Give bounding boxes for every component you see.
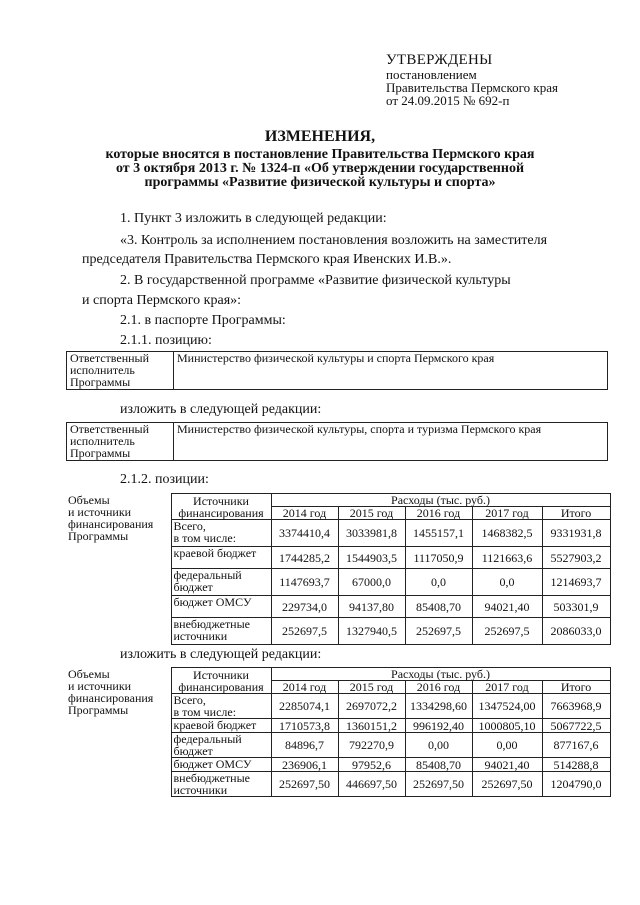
label-line: федеральный xyxy=(173,568,242,582)
approval-line: Правительства Пермского края xyxy=(386,80,558,95)
cell: 0,0 xyxy=(405,569,472,596)
label-line: в том числе: xyxy=(173,531,237,545)
cell: 85408,70 xyxy=(405,758,472,772)
paragraph-3a: 2. В государственной программе «Развитие физической культуры xyxy=(120,273,511,288)
label-line: внебюджетные xyxy=(173,771,250,785)
header-line: финансирования xyxy=(178,505,264,520)
cell: 1214693,7 xyxy=(542,569,610,596)
financing-label xyxy=(66,494,171,645)
row-label-federal xyxy=(171,733,271,758)
label-line: исполнитель xyxy=(70,363,135,377)
label-line: Ответственный xyxy=(70,422,150,436)
cell: 1744285,2 xyxy=(271,547,338,569)
expenses-header: Расходы (тыс. руб.) xyxy=(271,668,610,681)
cell: 94021,40 xyxy=(472,596,542,618)
label-line: Программы xyxy=(70,446,131,460)
cell: 1327940,5 xyxy=(338,618,405,645)
label-line: внебюджетные xyxy=(173,617,250,631)
cell: 3033981,8 xyxy=(338,520,405,547)
paragraph-4: 2.1. в паспорте Программы: xyxy=(120,313,286,328)
paragraph-3b: и спорта Пермского края»: xyxy=(82,293,242,308)
row-label-regional: краевой бюджет xyxy=(171,547,271,569)
paragraph-5: 2.1.1. позицию: xyxy=(120,333,212,348)
label-line: Объемы xyxy=(68,666,110,681)
cell: 1544903,5 xyxy=(338,547,405,569)
position-table-old xyxy=(66,351,608,390)
label-line: и источники xyxy=(68,678,132,693)
position-value: Министерство физической культуры и спорта Пермского края xyxy=(174,352,608,390)
financing-label xyxy=(66,668,171,797)
label-line: федеральный xyxy=(173,732,242,746)
paragraph-6: изложить в следующей редакции: xyxy=(120,402,322,417)
row-label-total xyxy=(171,520,271,547)
label-line: Ответственный xyxy=(70,351,150,365)
cell: 2697072,2 xyxy=(338,694,405,719)
cell: 1121663,6 xyxy=(472,547,542,569)
paragraph-2b: председателя Правительства Пермского края Ивенских И.В.». xyxy=(82,252,452,267)
cell: 97952,6 xyxy=(338,758,405,772)
label-line: бюджет xyxy=(173,580,213,594)
cell: 792270,9 xyxy=(338,733,405,758)
cell: 1147693,7 xyxy=(271,569,338,596)
cell: 5527903,2 xyxy=(542,547,610,569)
cell: 1334298,60 xyxy=(405,694,472,719)
cell: 3374410,4 xyxy=(271,520,338,547)
row-label-regional: краевой бюджет xyxy=(171,719,271,733)
row-label-federal xyxy=(171,569,271,596)
cell: 84896,7 xyxy=(271,733,338,758)
cell: 1360151,2 xyxy=(338,719,405,733)
label-line: источники xyxy=(173,783,228,797)
paragraph-1: 1. Пункт 3 изложить в следующей редакции: xyxy=(120,211,387,226)
cell: 236906,1 xyxy=(271,758,338,772)
label-line: Программы xyxy=(68,702,129,717)
cell: 252697,5 xyxy=(405,618,472,645)
year-header: 2017 год xyxy=(472,681,542,694)
cell: 996192,40 xyxy=(405,719,472,733)
cell: 229734,0 xyxy=(271,596,338,618)
paragraph-2a: «3. Контроль за исполнением постановления возложить на заместителя xyxy=(120,233,548,248)
cell: 503301,9 xyxy=(542,596,610,618)
cell: 1347524,00 xyxy=(472,694,542,719)
year-header: 2014 год xyxy=(271,681,338,694)
cell: 252697,50 xyxy=(472,772,542,797)
cell: 94137,80 xyxy=(338,596,405,618)
financing-table-new xyxy=(66,667,611,797)
cell: 2086033,0 xyxy=(542,618,610,645)
year-header: 2016 год xyxy=(405,507,472,520)
cell: 1204790,0 xyxy=(542,772,610,797)
cell: 877167,6 xyxy=(542,733,610,758)
label-line: и источники xyxy=(68,504,132,519)
year-header: 2015 год xyxy=(338,681,405,694)
year-header: 2017 год xyxy=(472,507,542,520)
row-label-omsu: бюджет ОМСУ xyxy=(171,758,271,772)
year-header: 2014 год xyxy=(271,507,338,520)
header-line: Источники xyxy=(193,493,249,508)
document-subtitle xyxy=(0,148,640,190)
cell: 1117050,9 xyxy=(405,547,472,569)
row-label-total xyxy=(171,694,271,719)
expenses-header: Расходы (тыс. руб.) xyxy=(271,494,610,507)
row-label-extra xyxy=(171,772,271,797)
financing-table-old xyxy=(66,493,611,645)
cell: 252697,50 xyxy=(405,772,472,797)
year-header: 2016 год xyxy=(405,681,472,694)
subtitle-line: от 3 октября 2013 г. № 1324-п «Об утверждении государственной xyxy=(115,161,525,176)
cell: 2285074,1 xyxy=(271,694,338,719)
cell: 514288,8 xyxy=(542,758,610,772)
source-header xyxy=(171,494,271,520)
approval-date: от 24.09.2015 № 692-п xyxy=(386,93,510,108)
label-line: финансирования xyxy=(68,516,154,531)
total-header: Итого xyxy=(542,681,610,694)
label-line: источники xyxy=(173,629,228,643)
cell: 1000805,10 xyxy=(472,719,542,733)
label-line: Всего, xyxy=(173,693,206,707)
label-line: бюджет xyxy=(173,744,213,758)
cell: 446697,50 xyxy=(338,772,405,797)
approval-block xyxy=(386,52,558,107)
document-title: ИЗМЕНЕНИЯ, xyxy=(264,128,376,145)
paragraph-8: изложить в следующей редакции: xyxy=(120,647,322,662)
cell: 0,00 xyxy=(472,733,542,758)
position-label xyxy=(67,423,174,461)
row-label-omsu: бюджет ОМСУ xyxy=(171,596,271,618)
row-label-extra xyxy=(171,618,271,645)
cell: 252697,5 xyxy=(271,618,338,645)
position-value: Министерство физической культуры, спорта и туризма Пермского края xyxy=(174,423,608,461)
subtitle-line: которые вносятся в постановление Правительства Пермского края xyxy=(105,147,535,162)
paragraph-7: 2.1.2. позиции: xyxy=(120,472,209,487)
subtitle-line: программы «Развитие физической культуры и спорта» xyxy=(144,175,496,190)
cell: 0,0 xyxy=(472,569,542,596)
cell: 252697,50 xyxy=(271,772,338,797)
header-line: Источники xyxy=(193,667,249,682)
cell: 94021,40 xyxy=(472,758,542,772)
cell: 7663968,9 xyxy=(542,694,610,719)
approval-title: УТВЕРЖДЕНЫ xyxy=(386,52,493,68)
cell: 5067722,5 xyxy=(542,719,610,733)
cell: 1710573,8 xyxy=(271,719,338,733)
cell: 252697,5 xyxy=(472,618,542,645)
header-line: финансирования xyxy=(178,679,264,694)
label-line: Объемы xyxy=(68,492,110,507)
label-line: в том числе: xyxy=(173,705,237,719)
total-header: Итого xyxy=(542,507,610,520)
year-header: 2015 год xyxy=(338,507,405,520)
cell: 9331931,8 xyxy=(542,520,610,547)
cell: 1455157,1 xyxy=(405,520,472,547)
label-line: Всего, xyxy=(173,519,206,533)
cell: 0,00 xyxy=(405,733,472,758)
cell: 1468382,5 xyxy=(472,520,542,547)
label-line: исполнитель xyxy=(70,434,135,448)
label-line: Программы xyxy=(70,375,131,389)
position-label xyxy=(67,352,174,390)
cell: 67000,0 xyxy=(338,569,405,596)
position-table-new xyxy=(66,422,608,461)
source-header xyxy=(171,668,271,694)
cell: 85408,70 xyxy=(405,596,472,618)
approval-line: постановлением xyxy=(386,67,477,82)
label-line: Программы xyxy=(68,528,129,543)
label-line: финансирования xyxy=(68,690,154,705)
